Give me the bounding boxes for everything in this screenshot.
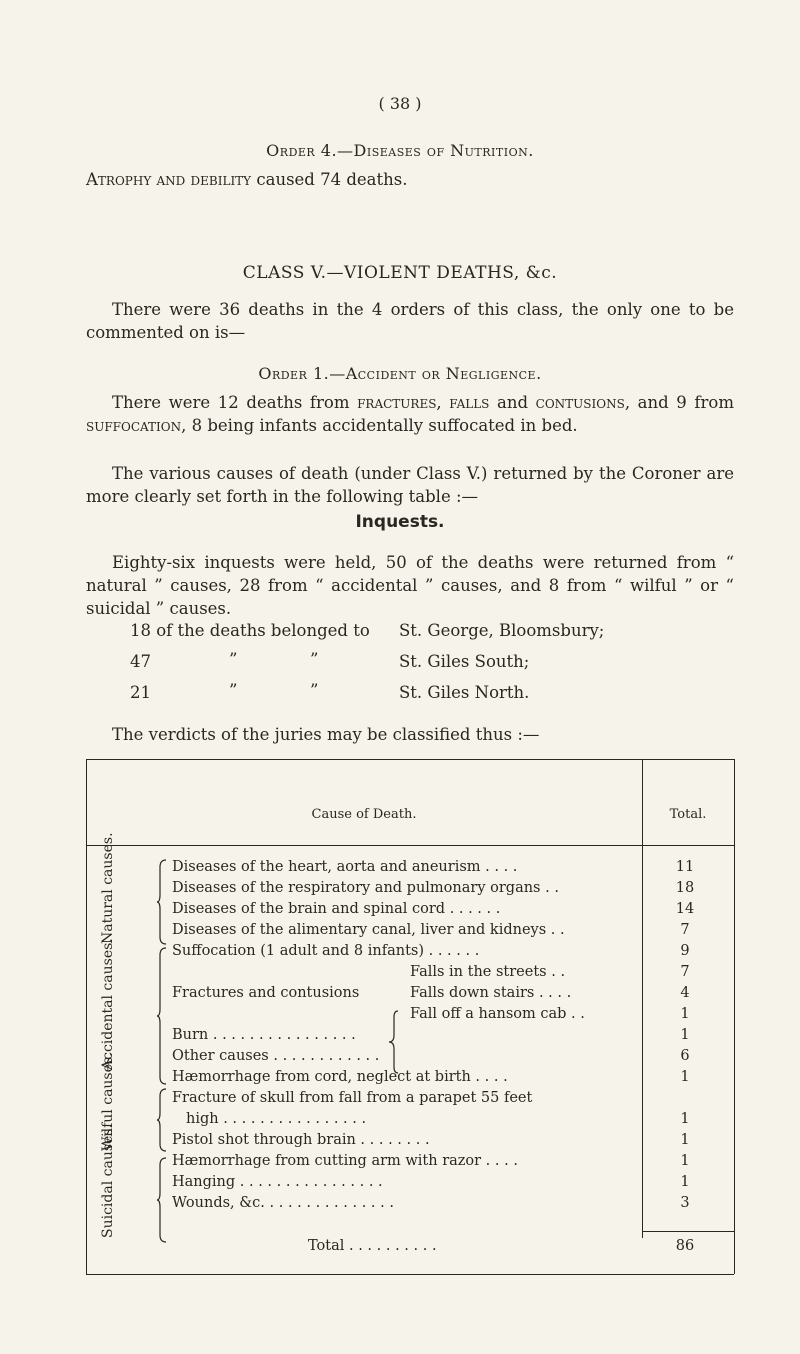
total-cell: 1	[680, 1027, 690, 1043]
total-sum-rule	[642, 1231, 734, 1232]
district-count-2: 47	[130, 652, 151, 671]
table-header-rule	[86, 845, 734, 846]
ditto-mark: ”	[310, 650, 319, 669]
total-cell: 1	[680, 1174, 690, 1190]
brace-accidental	[156, 947, 168, 1085]
total-cell: 1	[680, 1153, 690, 1169]
class-5-intro: There were 36 deaths in the 4 orders of this class, the only one to be commented on is—	[86, 300, 734, 342]
inquests-paragraph: Eighty-six inquests were held, 50 of the deaths were returned from “ natural ” causes, 28 from “ accidental ” causes, and 8 from “ wilful ” or “ suicidal ” causes.	[86, 553, 734, 618]
atrophy-term: Atrophy and debility	[86, 170, 252, 189]
table-right-rule	[734, 759, 735, 1274]
total-cell: 7	[680, 922, 690, 938]
inquests-heading: Inquests.	[355, 512, 445, 532]
p1-fractures-falls: fractures, falls	[357, 393, 490, 412]
cause-row: Fracture of skull from fall from a parapet 55 feet	[172, 1090, 533, 1106]
table-top-rule	[86, 759, 734, 760]
fractures-label: Fractures and contusions	[172, 985, 360, 1001]
class-5-heading: CLASS V.—VIOLENT DEATHS, &c.	[242, 263, 558, 283]
total-cell: 14	[675, 901, 695, 917]
brace-fractures	[388, 1010, 400, 1074]
group-label-accidental: Accidental causes.	[100, 938, 116, 1070]
cause-row: Pistol shot through brain . . . . . . . .	[172, 1132, 430, 1148]
verdicts-table	[86, 759, 734, 1276]
header-cause: Cause of Death.	[311, 807, 417, 822]
total-cell: 1	[680, 1069, 690, 1085]
group-label-natural: Natural causes.	[100, 832, 116, 944]
brace-wilful	[156, 1088, 168, 1152]
cause-row: Diseases of the alimentary canal, liver and kidneys . .	[172, 922, 565, 938]
ditto-mark: ”	[229, 681, 238, 700]
total-cell: 1	[680, 1111, 690, 1127]
order-4-line	[86, 168, 734, 191]
atrophy-text: caused 74 deaths.	[256, 170, 408, 189]
district-place-1: St. George, Bloomsbury;	[399, 621, 605, 640]
order-1-paragraph-2: The various causes of death (under Class V.) returned by the Coroner are more clearly set forth in the following table :—	[86, 464, 734, 506]
cause-row: Hæmorrhage from cord, neglect at birth . . . .	[172, 1069, 508, 1085]
cause-row: Hanging . . . . . . . . . . . . . . . .	[172, 1174, 383, 1190]
total-cell: 18	[675, 880, 695, 896]
total-cell: 1	[680, 1006, 690, 1022]
cause-row: Fall off a hansom cab . .	[410, 1006, 585, 1022]
p1-and: and	[497, 393, 529, 412]
district-count: 18	[130, 621, 151, 640]
order-1-paragraph-1	[86, 391, 734, 437]
total-cell: 9	[680, 943, 690, 959]
total-cell: 11	[675, 859, 695, 875]
district-place-3: St. Giles North.	[399, 683, 530, 702]
total-label: Total . . . . . . . . . .	[308, 1238, 437, 1254]
p1-suffocation: suffocation,	[86, 416, 187, 435]
group-label-suicidal: Suicidal causes.	[100, 1124, 116, 1238]
cause-row: Wounds, &c. . . . . . . . . . . . . . .	[172, 1195, 394, 1211]
brace-natural	[156, 859, 168, 945]
total-cell: 6	[680, 1048, 690, 1064]
order-4-heading: Order 4.—Diseases of Nutrition.	[266, 141, 534, 160]
cause-row: Diseases of the respiratory and pulmonary organs . .	[172, 880, 559, 896]
p1-a: There were 12 deaths from	[112, 393, 350, 412]
total-cell: 3	[680, 1195, 690, 1211]
total-cell: 7	[680, 964, 690, 980]
total-cell: 4	[680, 985, 690, 1001]
cause-row: Falls down stairs . . . .	[410, 985, 572, 1001]
cause-row: Falls in the streets . .	[410, 964, 566, 980]
cause-row: Diseases of the heart, aorta and aneurism . . . .	[172, 859, 518, 875]
cause-row: Other causes . . . . . . . . . . . .	[172, 1048, 380, 1064]
total-cell: 1	[680, 1132, 690, 1148]
district-row-1	[130, 621, 370, 640]
page-number: ( 38 )	[378, 94, 422, 113]
p1-and-9: and 9 from	[637, 393, 734, 412]
cause-row: Suffocation (1 adult and 8 infants) . . . . . .	[172, 943, 480, 959]
cause-row: Diseases of the brain and spinal cord . . . . . .	[172, 901, 501, 917]
p1-contusions: contusions,	[535, 393, 631, 412]
group-label-wilful: Wilful causes.	[100, 1052, 116, 1151]
table-left-rule	[86, 759, 87, 1274]
district-count-3: 21	[130, 683, 151, 702]
cause-row: Hæmorrhage from cutting arm with razor . . . .	[172, 1153, 518, 1169]
district-place-2: St. Giles South;	[399, 652, 530, 671]
district-text: of the deaths belonged to	[156, 621, 370, 640]
cause-row: Burn . . . . . . . . . . . . . . . .	[172, 1027, 356, 1043]
ditto-mark: ”	[310, 681, 319, 700]
verdicts-intro: The verdicts of the juries may be classified thus :—	[112, 725, 540, 744]
brace-suicidal	[156, 1157, 168, 1243]
p1-rest: 8 being infants accidentally suffocated in bed.	[191, 416, 578, 435]
ditto-mark: ”	[229, 650, 238, 669]
grand-total: 86	[675, 1238, 695, 1254]
table-bottom-rule	[86, 1274, 734, 1275]
order-1-heading: Order 1.—Accident or Negligence.	[258, 364, 542, 383]
cause-row: high . . . . . . . . . . . . . . . .	[186, 1111, 367, 1127]
header-total: Total.	[669, 807, 707, 822]
